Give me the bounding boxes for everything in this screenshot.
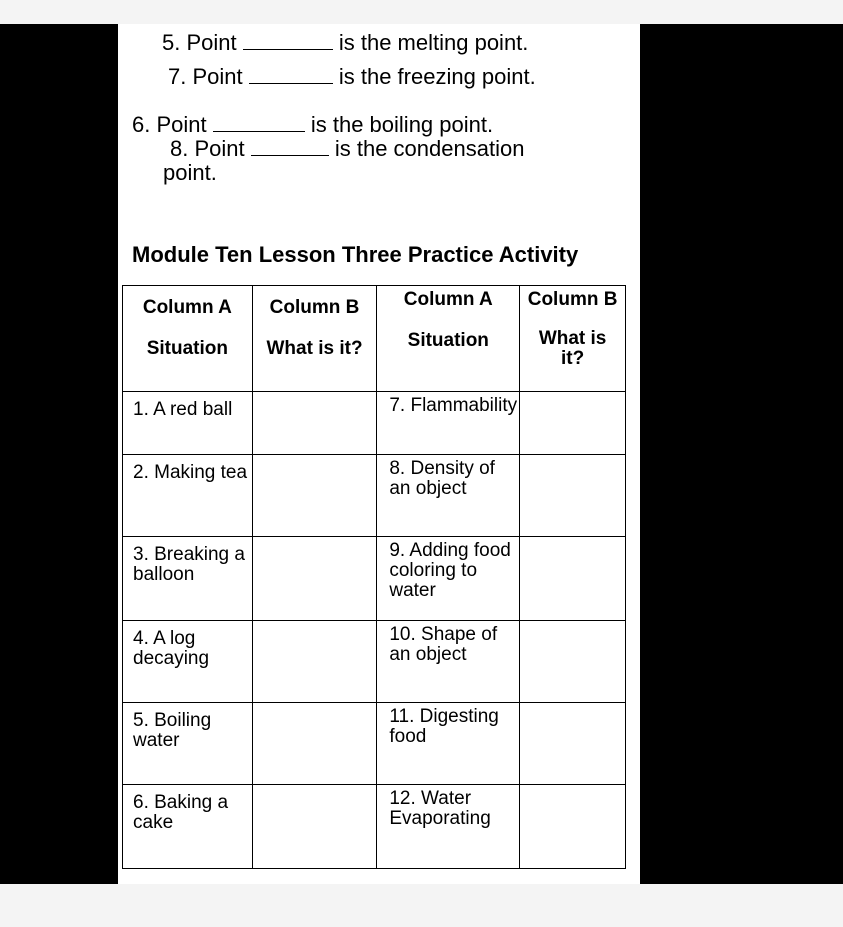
table-row	[123, 785, 626, 869]
question-6-text: is the boiling point.	[310, 112, 494, 137]
question-8-continued	[163, 160, 217, 186]
table-row	[123, 621, 626, 703]
table-row	[123, 455, 626, 537]
header-column-c-title: Column A	[403, 289, 493, 310]
question-6	[132, 112, 493, 138]
question-5-text: is the melting point.	[338, 30, 529, 55]
table-row	[123, 537, 626, 621]
answer-cell[interactable]	[252, 392, 377, 455]
answer-cell[interactable]	[252, 455, 377, 537]
situation-cell: 2. Making tea	[123, 455, 253, 537]
header-column-d	[520, 286, 626, 392]
question-6-label: 6. Point	[132, 112, 207, 137]
header-column-b-title: Column B	[269, 297, 360, 318]
header-column-a-title: Column A	[142, 297, 232, 318]
question-8-text: is the condensation	[334, 136, 525, 161]
answer-blank-5[interactable]	[243, 31, 333, 50]
question-5-label: 5. Point	[162, 30, 237, 55]
answer-cell[interactable]	[520, 392, 626, 455]
question-7	[168, 64, 536, 90]
question-7-label: 7. Point	[168, 64, 243, 89]
worksheet-page	[118, 24, 640, 884]
table-row	[123, 392, 626, 455]
header-column-a-subtitle: Situation	[146, 338, 228, 359]
answer-cell[interactable]	[252, 537, 377, 621]
answer-blank-7[interactable]	[249, 65, 333, 84]
header-column-d-title: Column B	[527, 289, 618, 310]
question-8-label: 8. Point	[170, 136, 245, 161]
answer-cell[interactable]	[520, 621, 626, 703]
situation-cell: 1. A red ball	[123, 392, 253, 455]
header-column-b-subtitle: What is it?	[266, 338, 363, 359]
situation-cell: 5. Boiling water	[123, 703, 253, 785]
right-black-margin	[640, 24, 843, 884]
question-5	[162, 30, 528, 56]
situation-cell: 8. Density of an object	[377, 455, 520, 537]
answer-cell[interactable]	[252, 703, 377, 785]
situation-cell: 3. Breaking a balloon	[123, 537, 253, 621]
situation-cell: 7. Flammability	[377, 392, 520, 455]
situation-cell: 6. Baking a cake	[123, 785, 253, 869]
left-black-margin	[0, 24, 118, 884]
answer-cell[interactable]	[520, 785, 626, 869]
answer-cell[interactable]	[520, 703, 626, 785]
header-column-c	[377, 286, 520, 392]
answer-cell[interactable]	[520, 537, 626, 621]
matching-table	[122, 285, 626, 869]
answer-blank-6[interactable]	[213, 113, 305, 132]
question-7-text: is the freezing point.	[338, 64, 536, 89]
situation-cell: 10. Shape of an object	[377, 621, 520, 703]
answer-cell[interactable]	[252, 621, 377, 703]
header-column-a	[123, 286, 253, 392]
header-column-b	[252, 286, 377, 392]
question-8	[170, 136, 524, 162]
header-column-d-subtitle: What is it?	[538, 328, 607, 369]
table-header-row	[123, 286, 626, 392]
activity-title: Module Ten Lesson Three Practice Activity	[132, 242, 579, 267]
situation-cell: 9. Adding food coloring to water	[377, 537, 520, 621]
answer-cell[interactable]	[520, 455, 626, 537]
answer-blank-8[interactable]	[251, 137, 329, 156]
situation-cell: 12. Water Evaporating	[377, 785, 520, 869]
table-row	[123, 703, 626, 785]
header-column-c-subtitle: Situation	[407, 330, 489, 351]
situation-cell: 4. A log decaying	[123, 621, 253, 703]
situation-cell: 11. Digesting food	[377, 703, 520, 785]
question-8-text-end: point.	[163, 160, 217, 185]
answer-cell[interactable]	[252, 785, 377, 869]
